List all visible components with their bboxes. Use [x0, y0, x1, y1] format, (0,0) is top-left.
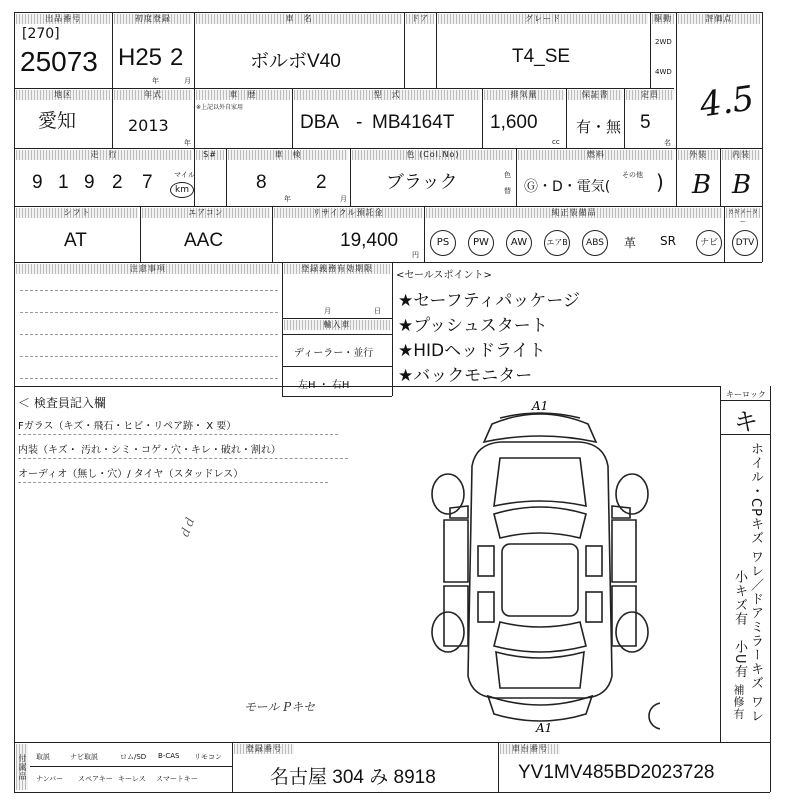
- label-import: 輸入車: [284, 320, 390, 330]
- type-dash: -: [356, 112, 363, 133]
- col-line: [194, 12, 195, 88]
- interior-value: B: [732, 170, 752, 200]
- diagram-rear-mark: A1: [536, 721, 553, 735]
- inspector-label: ＜ 検査員記入欄: [18, 396, 106, 410]
- row-line: [282, 334, 392, 335]
- year-unit: 年: [184, 139, 191, 147]
- caution-line: [20, 334, 278, 335]
- mileage-digit-5: 7: [142, 172, 153, 193]
- inspector-line: [18, 482, 328, 483]
- label-displacement: 排気量: [484, 90, 564, 100]
- label-rating: 評価点: [678, 14, 760, 24]
- col-line: [226, 148, 227, 206]
- label-shift: シフト: [16, 208, 138, 218]
- fuel-value: Ⓖ・D・電気(: [524, 179, 611, 195]
- col-line: [292, 88, 293, 148]
- label-sales-points: <セールスポイント>: [396, 270, 492, 281]
- capacity-unit: 名: [664, 139, 671, 147]
- equip-navi: ナビ: [696, 230, 722, 256]
- aircon-value: AAC: [184, 230, 224, 251]
- label-equipment: 純正装備品: [426, 208, 722, 218]
- mileage-digit-1: 9: [32, 172, 43, 193]
- first-reg-month-unit: 月: [184, 77, 191, 85]
- inspector-line: [18, 458, 348, 459]
- col-line: [720, 148, 721, 206]
- label-plate: 登録番号: [234, 744, 294, 754]
- acc-keyless: キーレス: [118, 775, 146, 783]
- label-door: ドア: [406, 14, 434, 24]
- keylock-label: キーロック: [726, 390, 766, 399]
- shift-value: AT: [64, 230, 87, 251]
- color-value: ブラック: [386, 172, 458, 193]
- col-line: [350, 148, 351, 206]
- row-line: [282, 396, 392, 397]
- equip-aw: AW: [506, 230, 532, 256]
- acc-manual: 取説: [36, 753, 50, 761]
- label-fuel: 燃料: [518, 150, 674, 160]
- equip-dtv: DTV: [732, 230, 758, 256]
- shaken-year: 8: [256, 172, 267, 193]
- label-color: 色 (Col.No): [352, 150, 514, 160]
- sales-point-2: ★プッシュスタート: [398, 316, 548, 336]
- year-value: 2013: [128, 116, 169, 135]
- side-notes-1: ホイル・CPキズ ワレ／ドアミラーキズ ワレ: [748, 442, 763, 724]
- label-caution: 注意事項: [16, 264, 280, 274]
- acc-remote: リモコン: [194, 753, 222, 761]
- color-label-2: 替: [504, 187, 511, 195]
- acc-bcas: B-CAS: [158, 752, 180, 760]
- row-line-1: [14, 88, 674, 89]
- border-bottom: [14, 792, 770, 793]
- displacement-value: 1,600: [490, 112, 538, 133]
- inspector-scribble: ｄｄ: [177, 515, 198, 541]
- col-line: [404, 12, 405, 88]
- drive-4wd: 4WD: [655, 68, 672, 76]
- inspector-interior: 内装（キズ・ 汚れ・シミ・コゲ・穴・キレ・破れ・割れ）: [18, 445, 281, 456]
- label-first-reg: 初度登録: [114, 14, 192, 24]
- equip-abs: ABS: [582, 230, 608, 256]
- col-line: [624, 88, 625, 148]
- keylock-value: キ: [734, 408, 758, 436]
- label-capacity: 定員: [626, 90, 674, 100]
- row-line-3: [14, 206, 762, 207]
- caution-line: [20, 378, 278, 379]
- label-history: 車 歴: [196, 90, 290, 100]
- col-line: [676, 12, 677, 206]
- label-exterior: 外装: [678, 150, 718, 160]
- color-label-1: 色: [504, 171, 511, 179]
- border-right-bottom: [770, 386, 771, 792]
- inspector-note: モール Pキセ: [244, 700, 316, 714]
- region-value: 愛知: [38, 111, 77, 132]
- label-shaken-sub: S#: [196, 150, 224, 160]
- first-reg-month: 2: [170, 44, 184, 71]
- col-line: [140, 206, 141, 262]
- row-line-5: [14, 386, 720, 387]
- reg-month-unit: 月: [324, 307, 331, 315]
- row-line-4: [14, 262, 762, 263]
- fuel-close: ): [656, 170, 664, 194]
- row-line: [282, 366, 392, 367]
- equip-sr: SR: [660, 234, 676, 248]
- label-region: 地区: [16, 90, 110, 100]
- label-lot-no: 出品番号: [16, 14, 110, 24]
- model-name: ボルボV40: [250, 51, 341, 72]
- lot-prefix: [270]: [22, 26, 60, 42]
- col-line: [392, 262, 393, 396]
- label-key: カギメーター: [726, 208, 760, 218]
- row-line-2: [14, 148, 762, 149]
- label-interior: 内装: [722, 150, 760, 160]
- label-drive: 駆動: [654, 14, 672, 23]
- chassis-number: YV1MV485BD2023728: [518, 762, 715, 783]
- rear-bumper-shape: [488, 696, 592, 721]
- reg-day-unit: 日: [374, 307, 381, 315]
- col-line: [724, 206, 725, 262]
- type-prefix: DBA: [300, 112, 340, 133]
- keylock-line: [720, 400, 770, 401]
- col-line: [566, 88, 567, 148]
- shaken-month: 2: [316, 172, 327, 193]
- label-model: 車 名: [196, 14, 402, 24]
- acc-smart-key: スマートキー: [156, 775, 198, 783]
- cc-unit: cc: [552, 138, 560, 146]
- mileage-digit-3: 9: [84, 172, 95, 193]
- shaken-month-unit: 月: [340, 195, 347, 203]
- import-type: ディーラー・並行: [294, 348, 374, 359]
- col-line: [272, 206, 273, 262]
- capacity-value: 5: [640, 112, 651, 133]
- label-accessories: 付属品: [16, 744, 28, 790]
- col-line: [112, 12, 113, 88]
- label-type: 型 式: [294, 90, 480, 100]
- label-mileage: 走 行: [16, 150, 192, 160]
- col-line: [436, 12, 437, 88]
- first-reg-era: H25: [118, 44, 163, 71]
- acc-number: ナンバー: [36, 775, 64, 783]
- side-notes-3: 補修有: [732, 684, 745, 720]
- accessories-divider: [30, 766, 232, 767]
- label-grade: グレード: [438, 14, 648, 24]
- type-code: MB4164T: [372, 112, 455, 133]
- border-right-top: [762, 12, 763, 262]
- acc-spare-key: スペアキー: [78, 775, 113, 783]
- exterior-value: B: [692, 170, 712, 200]
- body-outline-shape: [468, 442, 612, 698]
- warranty-value: 有・無: [576, 118, 622, 136]
- col-line: [516, 148, 517, 206]
- row-line: [282, 318, 392, 319]
- label-reg-expiry: 登録義務有効期限: [284, 264, 390, 274]
- shaken-year-unit: 年: [284, 195, 291, 203]
- inspector-line: [18, 434, 338, 435]
- rating-value: 4.5: [697, 78, 757, 126]
- label-chassis: 車台番号: [500, 744, 560, 754]
- caution-line: [20, 356, 278, 357]
- fuel-other-label: その他: [622, 171, 643, 179]
- grade-value: T4_SE: [512, 46, 571, 67]
- mileage-digit-4: 2: [112, 172, 123, 193]
- label-shaken: 車 検: [228, 150, 348, 160]
- sales-point-1: ★セーフティパッケージ: [398, 291, 581, 311]
- equip-pw: PW: [468, 230, 494, 256]
- col-line: [650, 12, 651, 88]
- steering-side: 左H ・ 右H: [298, 380, 350, 391]
- label-year: 年式: [114, 90, 192, 100]
- label-aircon: エアコン: [142, 208, 270, 218]
- lot-number: 25073: [20, 46, 98, 77]
- row-line-6: [14, 742, 770, 743]
- border-left: [14, 12, 15, 792]
- drive-2wd: 2WD: [655, 38, 672, 46]
- equip-ps: PS: [430, 230, 456, 256]
- label-recycle: リサイクル預託金: [274, 208, 422, 218]
- col-line: [424, 206, 425, 262]
- km-unit: km: [170, 182, 194, 198]
- side-col-line: [720, 386, 721, 742]
- acc-rom-sd: ロム/SD: [120, 753, 147, 761]
- equip-leather: 革: [624, 236, 637, 250]
- history-sub: ※上記以外自家用: [196, 104, 244, 111]
- equip-airbag: エアB: [544, 230, 570, 256]
- mileage-digit-2: 1: [58, 172, 69, 193]
- col-line: [194, 88, 195, 148]
- car-damage-diagram: [420, 396, 660, 738]
- sales-point-4: ★バックモニター: [398, 366, 533, 386]
- label-warranty: 保証書: [568, 90, 622, 100]
- col-line: [482, 88, 483, 148]
- recycle-unit: 円: [412, 251, 419, 259]
- diagram-front-mark: A1: [532, 399, 549, 413]
- first-reg-year-unit: 年: [152, 77, 159, 85]
- acc-navi-manual: ナビ取説: [70, 753, 98, 761]
- caution-line: [20, 312, 278, 313]
- col-line: [232, 742, 233, 792]
- recycle-value: 19,400: [340, 230, 399, 251]
- plate-number: 名古屋 304 み 8918: [270, 767, 436, 788]
- inspector-glass: Fガラス（キズ・飛石・ヒビ・リペア跡・ X 要）: [18, 421, 237, 432]
- col-line: [498, 742, 499, 792]
- caution-line: [20, 290, 278, 291]
- col-line: [112, 88, 113, 148]
- side-notes-2: 小キズ有 小U有: [732, 570, 747, 679]
- sales-point-3: ★HIDヘッドライト: [398, 341, 546, 361]
- inspector-audio: オーディオ（無し・穴）/ タイヤ（スタッドレス）: [18, 469, 244, 480]
- col-line: [282, 262, 283, 396]
- mile-label: マイル: [174, 171, 195, 179]
